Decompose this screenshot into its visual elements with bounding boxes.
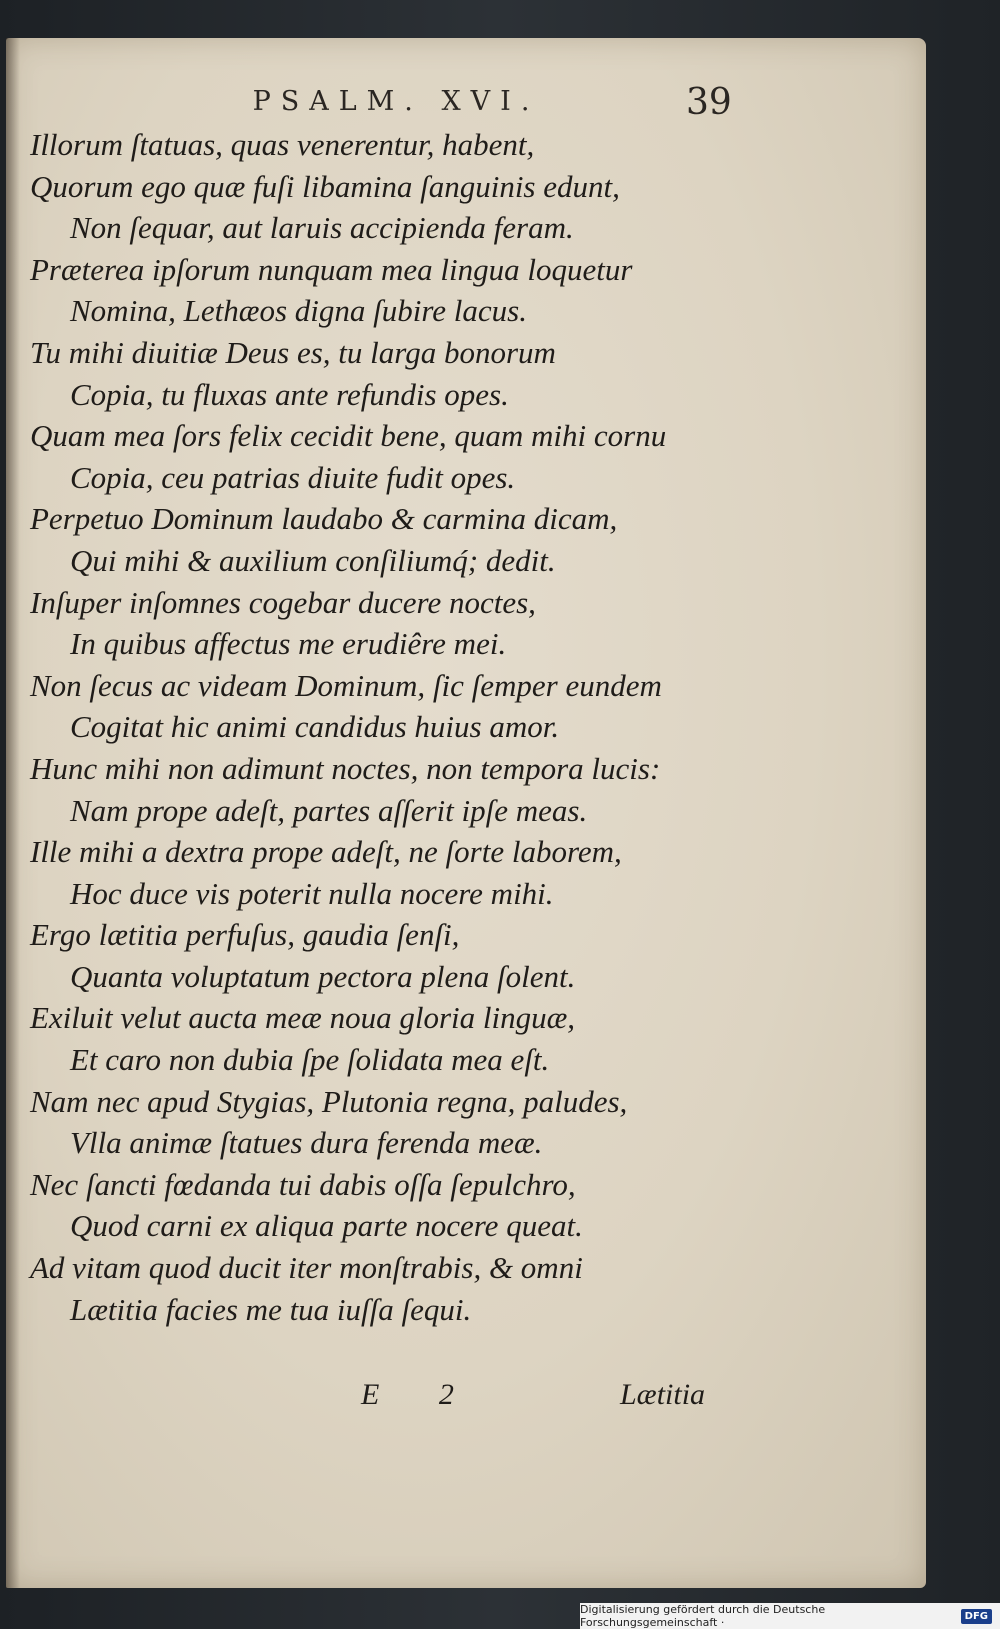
digitization-notice <box>580 1603 1000 1629</box>
book-page <box>6 38 926 1588</box>
verse-line: Copia, ceu patrias diuite fudit opes. <box>70 459 516 495</box>
verse-line: In quibus affectus me erudiêre mei. <box>70 626 507 662</box>
dfg-logo-icon: DFG <box>961 1609 992 1624</box>
verse-line: Non ſequar, aut laruis accipienda feram. <box>70 210 574 246</box>
catchword: Lætitia <box>620 1378 706 1411</box>
verse-line: Illorum ſtatuas, quas venerentur, habent, <box>30 127 535 162</box>
verse-line: Nomina, Lethæos digna ſubire lacus. <box>70 293 527 329</box>
verse-line: Quod carni ex aliqua parte nocere queat. <box>70 1208 583 1244</box>
page-number: 39 <box>686 82 732 123</box>
verse-line: Tu mihi diuitiæ Deus es, tu larga bonorum <box>30 334 556 370</box>
verse-line: Ille mihi a dextra prope adeſt, ne ſorte laborem, <box>30 834 622 870</box>
verse-line: Quam mea ſors felix cecidit bene, quam mihi cornu <box>30 418 667 454</box>
verse-line: Præterea ipſorum nunquam mea lingua loquetur <box>30 251 633 287</box>
digitization-notice-text: Digitalisierung gefördert durch die Deutsche Forschungsgemeinschaft · <box>580 1603 826 1629</box>
verse-line: Hunc mihi non adimunt noctes, non tempora lucis: <box>30 750 661 786</box>
verse-text <box>6 124 906 1330</box>
verse-line: Et caro non dubia ſpe ſolidata mea eſt. <box>70 1042 550 1078</box>
verse-line: Non ſecus ac videam Dominum, ſic ſemper eundem <box>30 667 662 703</box>
verse-line: Lætitia facies me tua iuſſa ſequi. <box>70 1291 472 1327</box>
page-footer <box>6 1378 906 1418</box>
verse-line: Ad vitam quod ducit iter monſtrabis, & omni <box>30 1250 583 1286</box>
verse-line: Nam prope adeſt, partes aſſerit ipſe meas. <box>70 792 588 828</box>
running-head: PSALM. XVI. <box>252 86 540 117</box>
verse-line: Inſuper inſomnes cogebar ducere noctes, <box>30 584 536 620</box>
verse-line: Nam nec apud Stygias, Plutonia regna, paludes, <box>30 1083 628 1119</box>
verse-line: Copia, tu fluxas ante refundis opes. <box>70 376 509 412</box>
verse-line: Hoc duce vis poterit nulla nocere mihi. <box>70 875 554 911</box>
verse-line: Qui mihi & auxilium conſiliumq́; dedit. <box>70 542 556 578</box>
verse-line: Perpetuo Dominum laudabo & carmina dicam, <box>30 501 618 537</box>
verse-line: Nec ſancti fœdanda tui dabis oſſa ſepulchro, <box>30 1166 576 1202</box>
verse-line: Vlla animæ ſtatues dura ferenda meæ. <box>70 1125 543 1161</box>
verse-line: Cogitat hic animi candidus huius amor. <box>70 709 560 745</box>
verse-line: Ergo lætitia perfuſus, gaudia ſenſi, <box>30 917 460 953</box>
verse-line: Quorum ego quæ fuſi libamina ſanguinis edunt, <box>30 168 620 204</box>
verse-line: Quanta voluptatum pectora plena ſolent. <box>70 958 576 994</box>
verse-line: Exiluit velut aucta meæ noua gloria linguæ, <box>30 1000 576 1036</box>
signature-mark: E 2 <box>361 1378 480 1411</box>
